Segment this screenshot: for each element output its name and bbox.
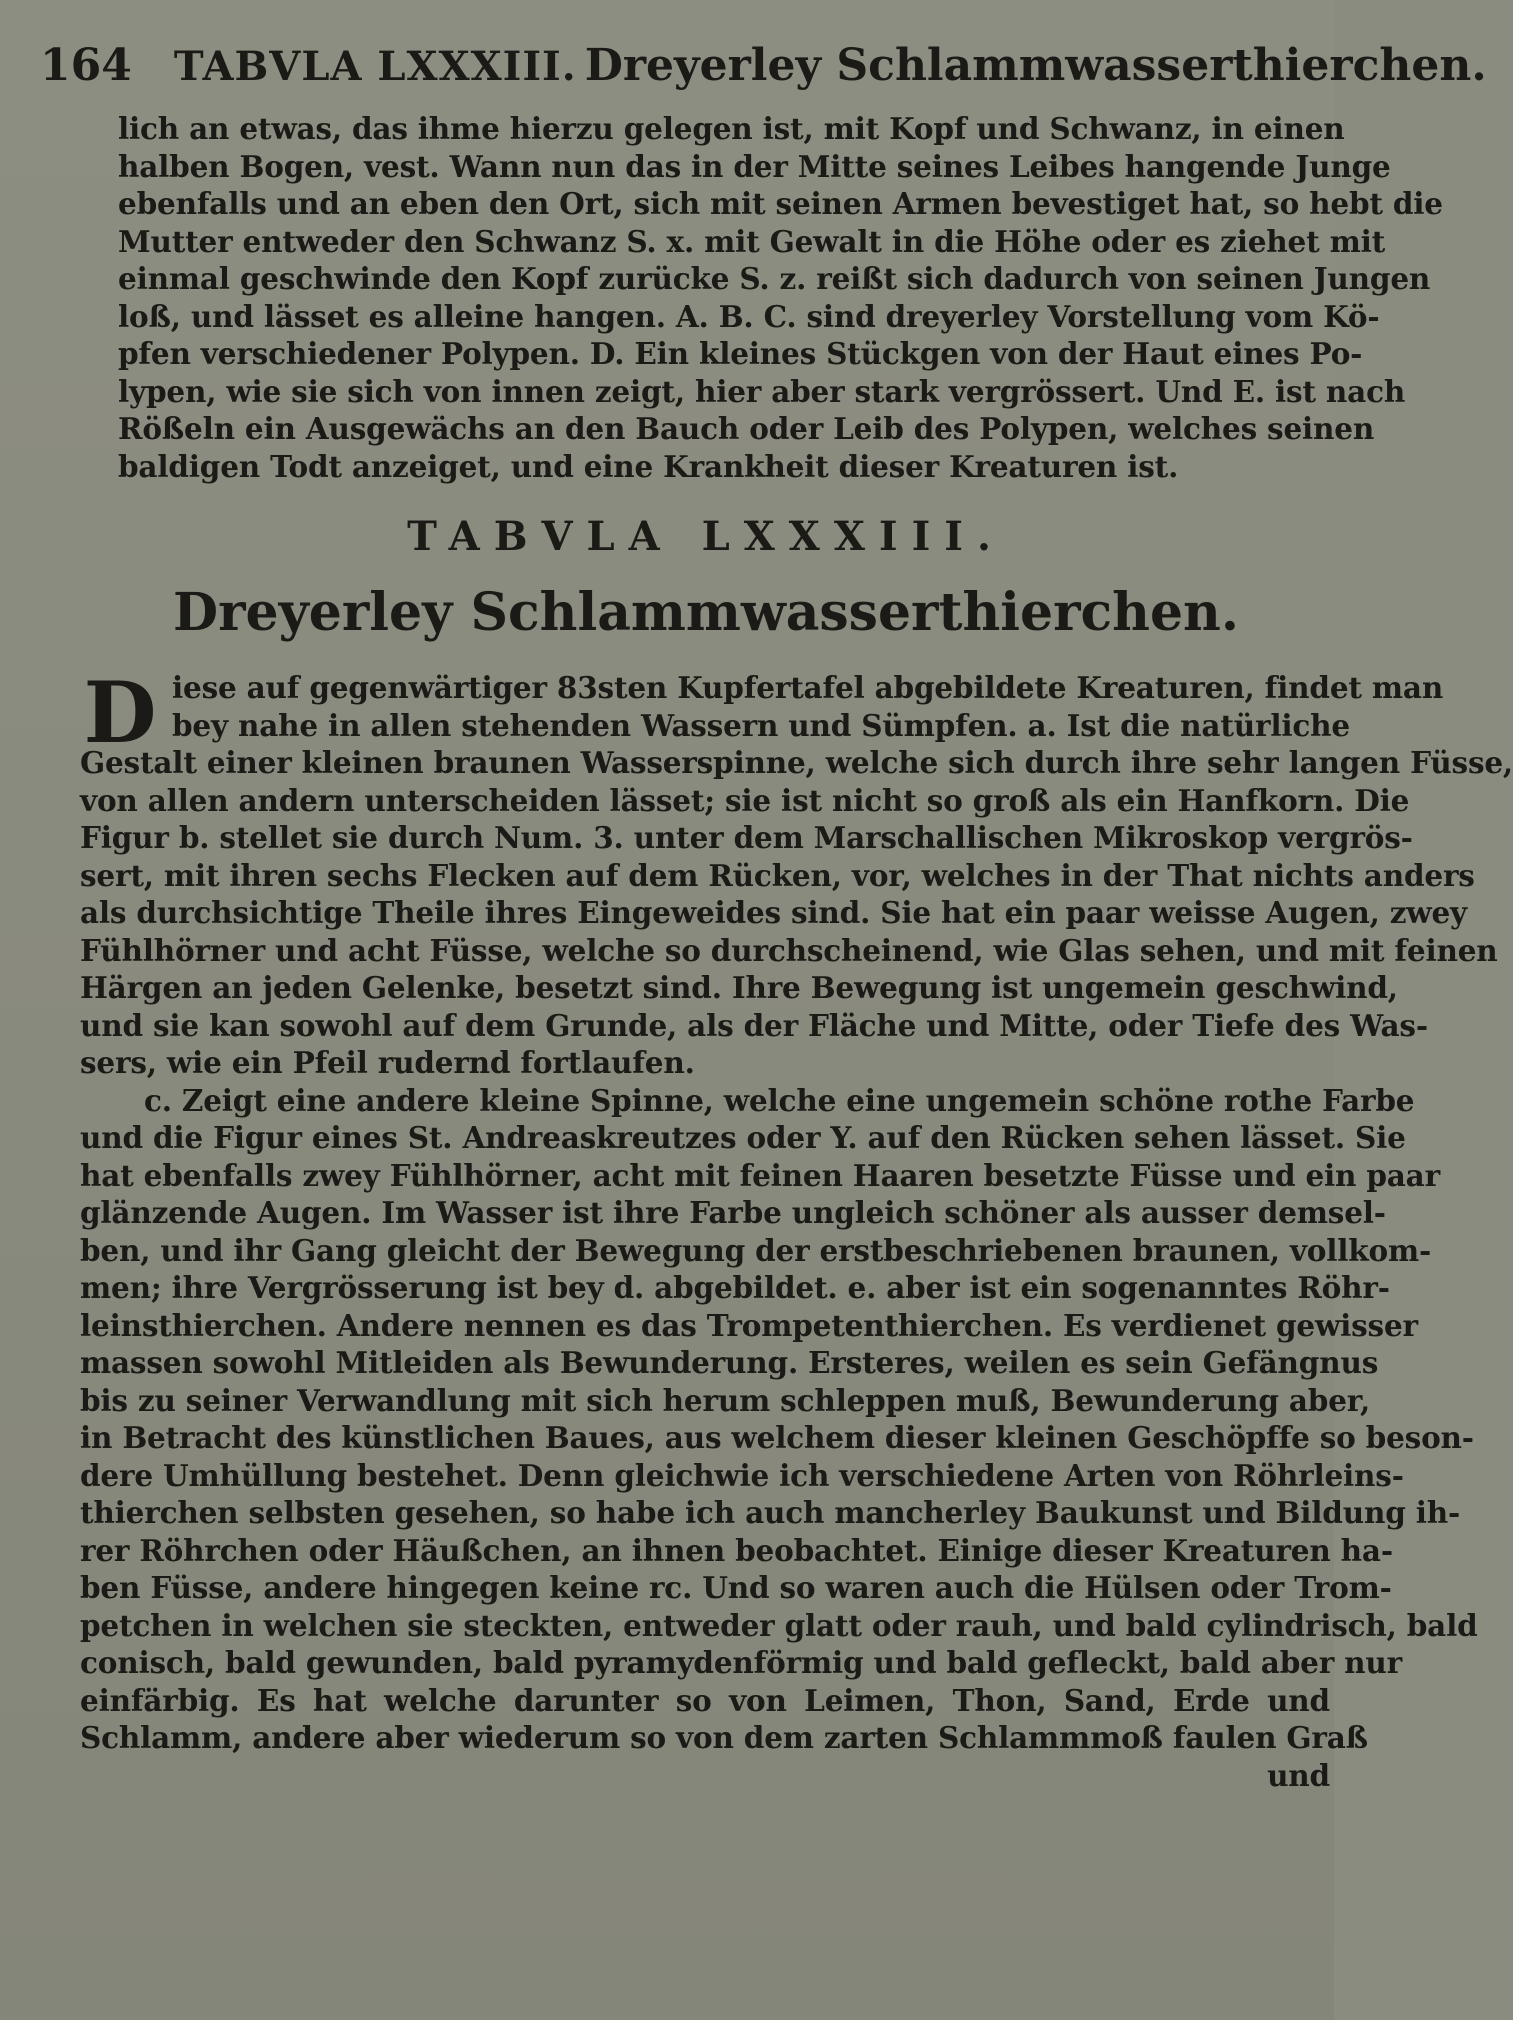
text-line: ebenfalls und an eben den Ort, sich mit seinen Armen bevestiget hat, so hebt die — [118, 186, 1443, 221]
text-line: rer Röhrchen oder Häußchen, an ihnen beobachtet. Einige dieser Kreaturen ha- — [80, 1532, 1393, 1568]
text-line: Fühlhörner und acht Füsse, welche so durchscheinend, wie Glas sehen, und mit feinen — [80, 932, 1498, 968]
section-title: Dreyerley Schlammwasserthierchen. — [173, 582, 1239, 643]
text-line: iese auf gegenwärtiger 83sten Kupfertafel abgebildete Kreaturen, findet man — [172, 670, 1444, 705]
text-line: lypen, wie sie sich von innen zeigt, hier aber stark vergrössert. Und E. ist nach — [118, 373, 1406, 409]
text-line: thierchen selbsten gesehen, so habe ich auch mancherley Baukunst und Bildung ih- — [80, 1495, 1460, 1530]
text-line: conisch, bald gewunden, bald pyramydenförmig und bald gefleckt, bald aber nur — [80, 1645, 1402, 1680]
text-line: c. Zeigt eine andere kleine Spinne, welche eine ungemein schöne rothe Farbe — [144, 1082, 1415, 1118]
text-line: halben Bogen, vest. Wann nun das in der Mitte seines Leibes hangende Junge — [118, 148, 1391, 184]
text-line: pfen verschiedener Polypen. D. Ein kleines Stückgen von der Haut eines Po- — [118, 336, 1363, 371]
text-line: loß, und lässet es alleine hangen. A. B. C. sind dreyerley Vorstellung vom Kö- — [118, 298, 1380, 334]
text-line: in Betracht des künstlichen Baues, aus welchem dieser kleinen Geschöpffe so beson- — [80, 1420, 1474, 1455]
text-line: men; ihre Vergrösserung ist bey d. abgebildet. e. aber ist ein sogenanntes Röhr- — [80, 1270, 1390, 1305]
text-line: Schlamm, andere aber wiederum so von dem zarten Schlammmoß faulen Graß — [80, 1720, 1368, 1755]
text-line: massen sowohl Mitleiden als Bewunderung. Ersteres, weilen es sein Gefängnus — [80, 1345, 1379, 1380]
text-line: Härgen an jeden Gelenke, besetzt sind. Ihre Bewegung ist ungemein geschwind, — [80, 970, 1398, 1005]
text-line: baldigen Todt anzeiget, und eine Krankheit dieser Kreaturen ist. — [118, 448, 1179, 484]
text-line: einmal geschwinde den Kopf zurücke S. z. reißt sich dadurch von seinen Jungen — [118, 261, 1431, 296]
running-head — [40, 40, 1487, 110]
running-head-title: Dreyerley Schlammwasserthierchen. — [584, 40, 1487, 91]
text-line: hat ebenfalls zwey Fühlhörner, acht mit feinen Haaren besetzte Füsse und ein paar — [80, 1157, 1440, 1193]
text-line: ben, und ihr Gang gleicht der Bewegung der erstbeschriebenen braunen, vollkom- — [80, 1232, 1432, 1268]
text-line: sers, wie ein Pfeil rudernd fortlaufen. — [80, 1045, 695, 1080]
text-line: bey nahe in allen stehenden Wassern und Sümpfen. a. Ist die natürliche — [172, 707, 1350, 743]
text-line: Mutter entweder den Schwanz S. x. mit Gewalt in die Höhe oder es ziehet mit — [118, 223, 1386, 259]
paragraph-1 — [80, 663, 1513, 1082]
text-line: petchen in welchen sie steckten, entweder glatt oder rauh, und bald cylindrisch, bald — [80, 1607, 1478, 1643]
text-line: und die Figur eines St. Andreaskreutzes oder Y. auf den Rücken sehen lässet. Sie — [80, 1120, 1406, 1155]
text-line: Gestalt einer kleinen braunen Wasserspinne, welche sich durch ihre sehr langen Füsse, — [80, 745, 1513, 780]
catchword: und — [1267, 1757, 1330, 1793]
text-line: glänzende Augen. Im Wasser ist ihre Farbe ungleich schöner als ausser demsel- — [80, 1195, 1386, 1230]
text-line: sert, mit ihren sechs Flecken auf dem Rücken, vor, welches in der That nichts anders — [80, 857, 1475, 893]
text-line: Rößeln ein Ausgewächs an den Bauch oder Leib des Polypen, welches seinen — [118, 411, 1375, 446]
section-heading: TABVLA LXXXIII. — [407, 513, 1005, 560]
text-line: und sie kan sowohl auf dem Grunde, als der Fläche und Mitte, oder Tiefe des Was- — [80, 1007, 1428, 1043]
continued-text — [118, 110, 1443, 485]
running-head-tabula: TABVLA LXXXIII. — [173, 43, 577, 90]
text-line: Figur b. stellet sie durch Num. 3. unter dem Marschallischen Mikroskop vergrös- — [80, 820, 1413, 855]
drop-cap: D — [83, 663, 157, 762]
paragraph-2 — [80, 1082, 1478, 1795]
text-line: einfärbig. Es hat welche darunter so von Leimen, Thon, Sand, Erde und — [80, 1682, 1330, 1718]
text-line: ben Füsse, andere hingegen keine rc. Und so waren auch die Hülsen oder Trom- — [80, 1570, 1392, 1605]
text-line: von allen andern unterscheiden lässet; sie ist nicht so groß als ein Hanfkorn. Die — [80, 782, 1410, 818]
text-line: leinsthierchen. Andere nennen es das Trompetenthierchen. Es verdienet gewisser — [80, 1307, 1418, 1343]
text-line: bis zu seiner Verwandlung mit sich herum schleppen muß, Bewunderung aber, — [80, 1382, 1371, 1418]
text-line: lich an etwas, das ihme hierzu gelegen ist, mit Kopf und Schwanz, in einen — [118, 111, 1345, 146]
text-line: dere Umhüllung bestehet. Denn gleichwie ich verschiedene Arten von Röhrleins- — [80, 1457, 1404, 1493]
text-line: als durchsichtige Theile ihres Eingeweides sind. Sie hat ein paar weisse Augen, zwey — [80, 895, 1467, 930]
page-number: 164 — [40, 40, 132, 91]
